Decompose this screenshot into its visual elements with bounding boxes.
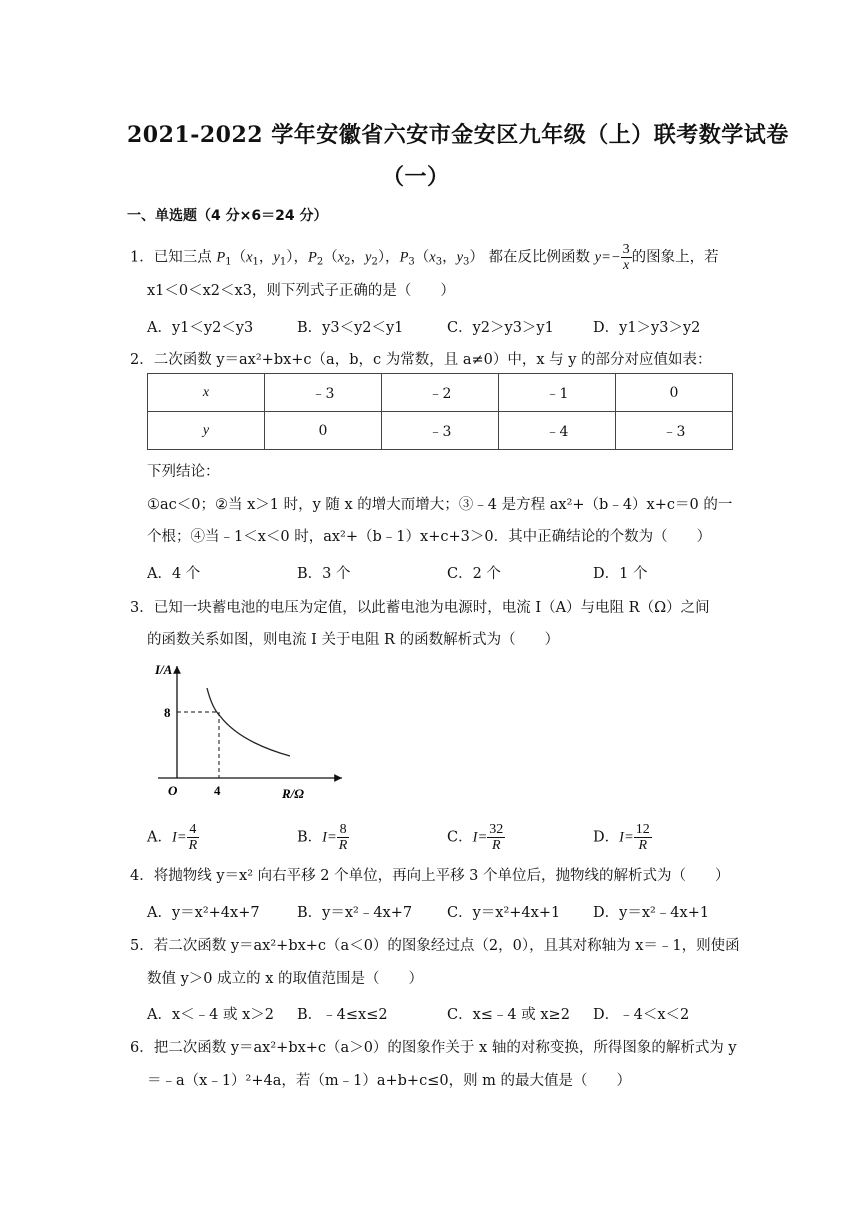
question-text: 已知三点 — [153, 249, 217, 266]
exam-title-suffix: （一） — [382, 164, 450, 190]
exam-title: 2021-2022 学年安徽省六安市金安区九年级（上）联考数学试卷 — [127, 122, 789, 148]
option-b[interactable]: B．y＝x²﹣4x+7 — [297, 905, 413, 921]
question-number: 1． — [130, 249, 154, 266]
option-b[interactable]: B．I= $\frac{8}{R}$ — [297, 822, 348, 853]
question-1-line2: x1＜0＜x2＜x3，则下列式子正确的是（ ） — [147, 283, 455, 299]
question-text: 都在反比例函数 — [483, 249, 595, 266]
option-a[interactable]: A．4 个 — [147, 566, 201, 582]
table-cell: ﹣3 — [265, 374, 382, 412]
question-2 — [130, 350, 712, 370]
option-c[interactable]: C．y2＞y3＞y1 — [447, 320, 554, 336]
question-6-line2: ＝﹣a（x﹣1）²+4a，若（m﹣1）a+b+c≤0，则 m 的最大值是（ ） — [147, 1073, 632, 1089]
option-b[interactable]: B．y3＜y2＜y1 — [297, 320, 404, 336]
table-row — [148, 412, 733, 450]
question-number: 5． — [130, 938, 154, 954]
x-axis-label: R/Ω — [282, 786, 304, 801]
option-c[interactable]: C．I= $\frac{32}{R}$ — [447, 822, 504, 853]
option-d[interactable]: D．y1＞y3＞y2 — [593, 320, 701, 336]
function-expression: y=− — [594, 249, 621, 266]
option-a[interactable]: A．I= $\frac{4}{R}$ — [147, 822, 198, 853]
x-tick-label: 4 — [214, 783, 221, 798]
option-c[interactable]: C．2 个 — [447, 566, 501, 582]
question-number: 4． — [130, 868, 154, 884]
question-text: 已知一块蓄电池的电压为定值，以此蓄电池为电源时，电流 I（A）与电阻 R（Ω）之间 — [153, 600, 710, 616]
question-text: 若二次函数 y＝ax²+bx+c（a＜0）的图象经过点（2，0），且其对称轴为 x＝﹣1，则使函 — [153, 938, 740, 954]
conclusion-label: 下列结论： — [147, 464, 220, 480]
option-b[interactable]: B．﹣4≤x≤2 — [297, 1007, 388, 1023]
table-cell: ﹣1 — [499, 374, 616, 412]
question-6 — [130, 1038, 737, 1058]
question-text: 的图象上，若 — [631, 249, 719, 266]
table-cell: y — [148, 412, 265, 450]
option-d[interactable]: D．y＝x²﹣4x+1 — [593, 905, 710, 921]
option-d[interactable]: D．1 个 — [593, 566, 648, 582]
option-c[interactable]: C．x≤﹣4 或 x≥2 — [447, 1007, 570, 1023]
table-cell: 0 — [616, 374, 733, 412]
fraction: $\frac{3}{x}$ — [622, 242, 630, 273]
question-text: 二次函数 y＝ax²+bx+c（a，b，c 为常数，且 a≠0）中，x 与 y 的部分对应值如表： — [153, 352, 712, 368]
option-d[interactable]: D．﹣4＜x＜2 — [593, 1007, 690, 1023]
option-a[interactable]: A．x＜﹣4 或 x＞2 — [147, 1007, 274, 1023]
question-1: 1．已知三点 $P_1(x_1$，$y_1$），$P_2(x_2$，$y_2$），$P_3(x_3$，$y_3$） 都在反比例函数 y=− $\frac{3}{x}$ 的图象上，若 — [130, 242, 719, 273]
question-2-line2: ①ac＜0；②当 x＞1 时，y 随 x 的增大而增大；③﹣4 是方程 ax²+（b﹣4）x+c＝0 的一 — [147, 497, 733, 513]
current-resistance-graph — [150, 660, 350, 805]
option-d[interactable]: D．I= $\frac{12}{R}$ — [593, 822, 650, 853]
option-c[interactable]: C．y＝x²+4x+1 — [447, 905, 561, 921]
question-number: 6． — [130, 1040, 154, 1056]
question-3-line2: 的函数关系如图，则电流 I 关于电阻 R 的函数解析式为（ ） — [147, 632, 560, 648]
table-cell: x — [148, 374, 265, 412]
question-5 — [130, 936, 740, 956]
question-2-line3: 个根；④当﹣1＜x＜0 时，ax²+（b﹣1）x+c+3＞0．其中正确结论的个数为（ ） — [147, 529, 712, 545]
table-cell: ﹣3 — [382, 412, 499, 450]
option-b[interactable]: B．3 个 — [297, 566, 351, 582]
question-5-line2: 数值 y＞0 成立的 x 的取值范围是（ ） — [147, 971, 424, 987]
question-4 — [130, 866, 730, 886]
table-cell: 0 — [265, 412, 382, 450]
table-cell: ﹣2 — [382, 374, 499, 412]
section-heading: 一、单选题（4 分×6＝24 分） — [127, 208, 328, 224]
origin-label: O — [168, 783, 178, 798]
table-cell: ﹣4 — [499, 412, 616, 450]
question-number: 3． — [130, 600, 154, 616]
option-a[interactable]: A．y1＜y2＜y3 — [147, 320, 254, 336]
question-text: 把二次函数 y＝ax²+bx+c（a＞0）的图象作关于 x 轴的对称变换，所得图象的解析式为 y — [153, 1040, 737, 1056]
table-row — [148, 374, 733, 412]
value-table — [147, 373, 733, 450]
question-3 — [130, 598, 710, 618]
question-text: 将抛物线 y＝x² 向右平移 2 个单位，再向上平移 3 个单位后，抛物线的解析式为（ ） — [153, 868, 730, 884]
option-a[interactable]: A．y＝x²+4x+7 — [147, 905, 260, 921]
table-cell: ﹣3 — [616, 412, 733, 450]
question-number: 2． — [130, 352, 154, 368]
y-tick-label: 8 — [164, 705, 171, 720]
y-axis-label: I/A — [155, 662, 173, 677]
